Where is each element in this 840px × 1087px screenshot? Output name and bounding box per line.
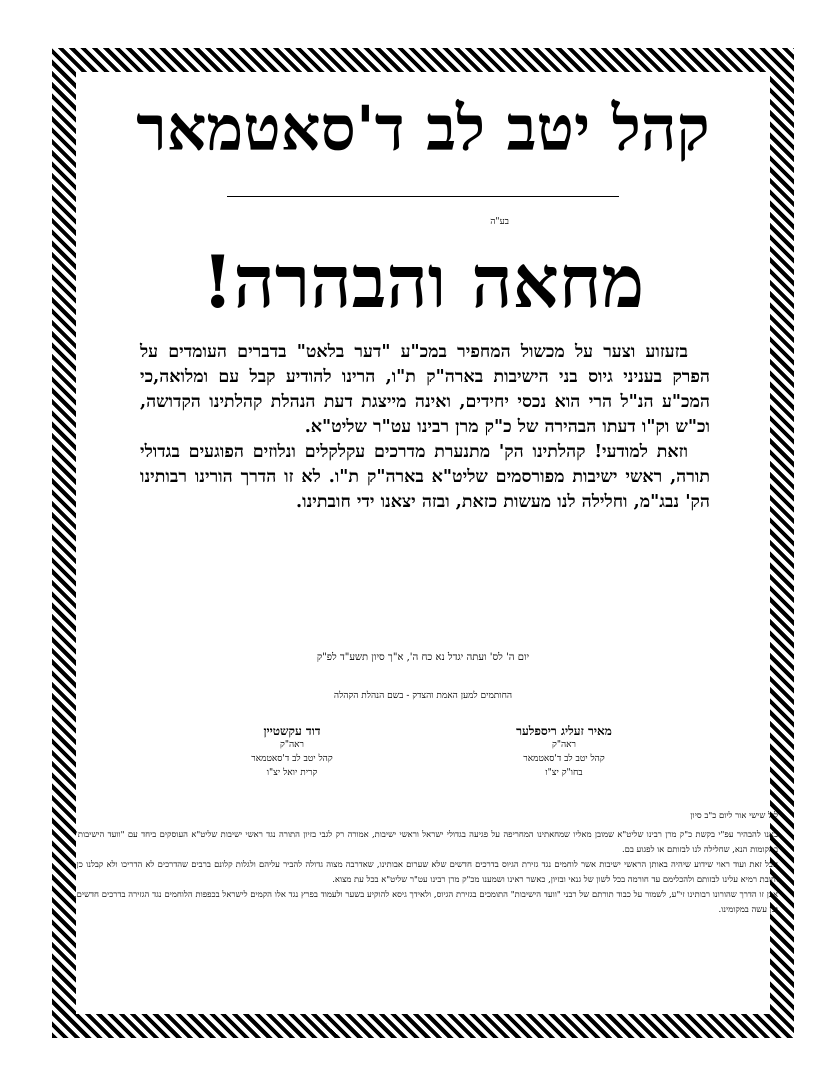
signatory-name: מאיר זעליג ריספלער	[516, 724, 612, 738]
bsd-mark: בע"ה	[490, 217, 509, 227]
signature-block-right	[474, 724, 654, 780]
signatory-place: קרית יואל יצ"ו	[266, 768, 318, 778]
signatory-role: ראה"ק	[280, 740, 304, 750]
signature-block-left	[202, 724, 382, 780]
signatory-org: קהל יטב לב ד'סאטמאר	[251, 754, 333, 764]
statement-paragraph: בזעזוע וצער על מכשול המחפיר במכ"ע "דער בלאט" בדברים העומדים על הפרק בעניני גיוס בני הישיבות בארה"ק ת"ו, הרינו להודיע קבל עם ומלואה,כי המכ"ע הנ"ל הרי הוא נכסי יחידים, ואינה מייצגת דעת הנהלת קהלתינו הקדושה, וכ"ש וק"ו דעתו הבהירה של כ"ק מרן רבינו עט"ר שליט"א.	[140, 342, 710, 437]
statement-paragraph: וזאת למודעי! קהלתינו הק' מתנערת מדרכים עקלקלים ונלוזים הפוגעים בגדולי תורה, ראשי ישיבות מפורסמים שליט"א בארה"ק ת"ו. לא זו הדרך הורינו רבותינו הק' נבג"מ, וחלילה לנו מעשות כזאת, ובזה יצאנו ידי חובתינו.	[140, 442, 710, 512]
protest-headline: מחאה והבהרה!	[201, 239, 645, 324]
note-paragraph: אבל זאת ועוד ראוי שידוע שיהיה באותן הראשי ישיבות אשר לוחמים נגד גזירת הגיוס בדרכים חדשים שלא שערום אבותינו, שאדרבה מצוה גדולה להביר עליהם ולגלות קלונם ברבים שהדרכים לא הדריכו ולא קבלנו כן, וחובת רמיא עלינו לבזותם ולהכלימם עד חורמה בכל לשון של גנאי ובזיון, כאשר ראינו ושמענו מכ"ק מרן רבינו עט"ר שליט"א בכל עת מצוא.	[74, 859, 778, 884]
signatory-name: דוד עקשטיין	[263, 724, 321, 738]
signatory-place: בחו"ק יצ"ו	[545, 768, 583, 778]
community-title: קהל יטב לב ד'סאטמאר	[136, 92, 710, 165]
note-paragraph: אכן זו הדרך שהורונו רבותינו זי"ע, לשמור על כבוד תורתם של רבני "וועד הישיבות" התומכים בגזירת הגיוס, ולאידך גיסא להוקיע בשער ולעמוד בפרץ נגד אלו הקמים לישראל בכפפות הלוחמים נגד הגזירה בדרכים חדשים, וכן עשה במקומינו.	[74, 889, 778, 914]
clarification-notes	[74, 808, 778, 917]
poster-content	[74, 78, 778, 1008]
date-line: יום ה' לס' ועתה יגדל נא כח ה', א"ך סיון תשע"ד לפ"ק	[316, 652, 530, 663]
title-underline	[227, 196, 619, 197]
signatory-org: קהל יטב לב ד'סאטמאר	[523, 754, 605, 764]
notes-date: ליל שישי אור ליום כ"ב סיון	[690, 810, 778, 820]
main-statement	[140, 340, 710, 515]
signatories-intro: החותמים למען האמת והצדק - בשם הנהלת הקהלה	[333, 691, 513, 701]
signatory-role: ראה"ק	[552, 740, 576, 750]
note-paragraph: באנו להבהיר עפ"י בקשת כ"ק מרן רבינו שליט"א שמובן מאליו שמחאתינו המחריפה על פגיעה בגדולי ישראל וראשי ישיבות, אמורה רק לגבי בזיון התורה נגד ראשי ישיבות שליט"א העוסקים ביחד עם "וועד הישיבות" במקומות הנא, שחלילה לנו לבזותם או לפגוע בם.	[74, 829, 778, 854]
